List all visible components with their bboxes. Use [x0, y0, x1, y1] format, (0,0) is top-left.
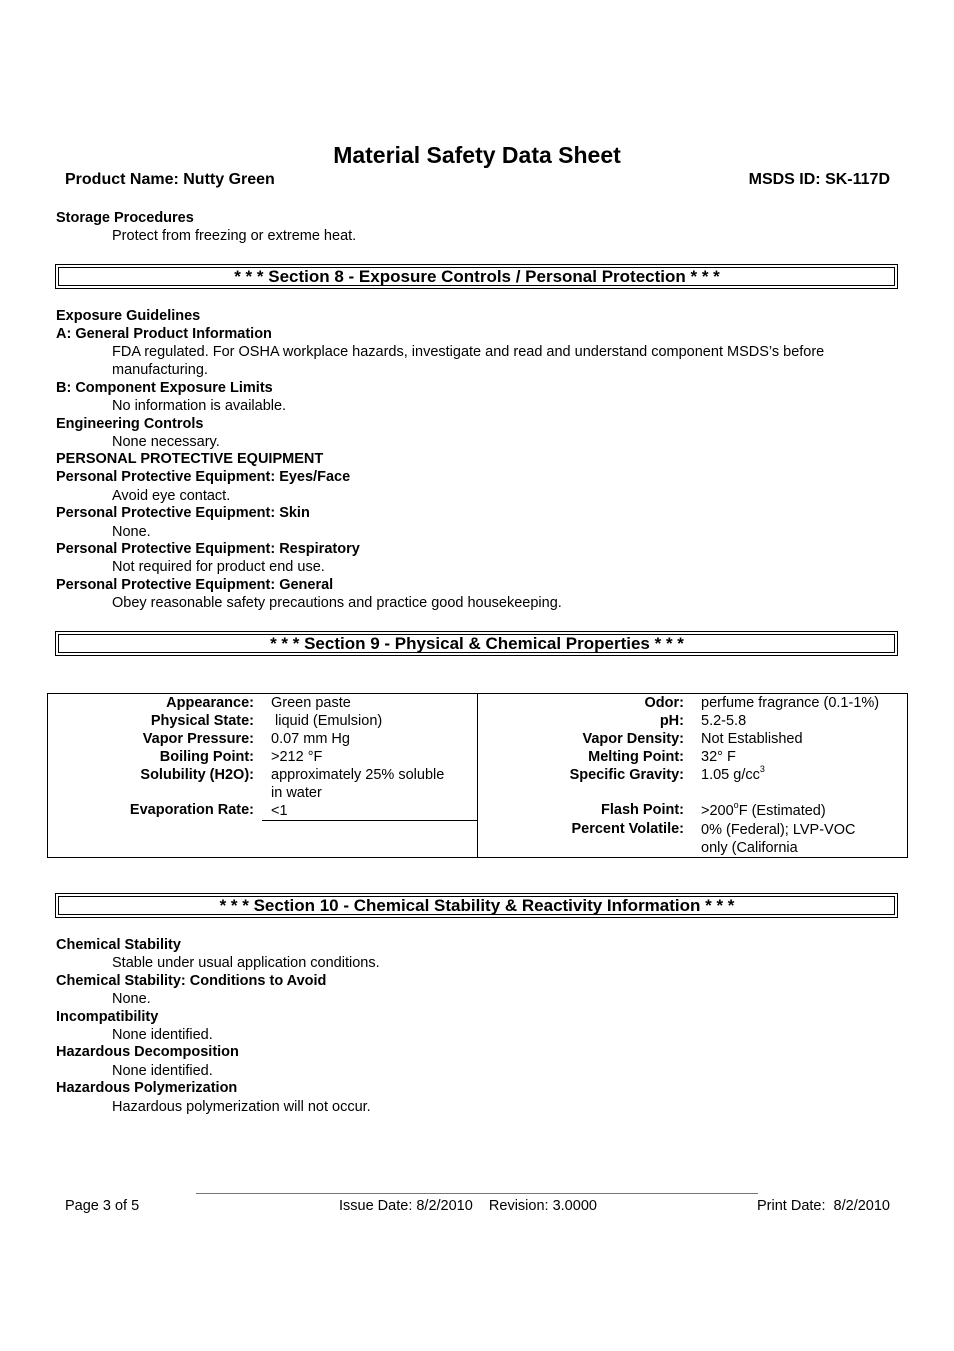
flash-point-value: $>200^oF$ (Estimated): [701, 800, 826, 819]
appearance-value: Green paste: [271, 695, 351, 711]
general-product-info-text-2: manufacturing.: [112, 362, 208, 378]
ppe-eyes-text: Avoid eye contact.: [112, 488, 231, 504]
hazardous-polymerization-label: Hazardous Polymerization: [56, 1080, 238, 1096]
hazardous-polymerization-text: Hazardous polymerization will not occur.: [112, 1099, 371, 1115]
solubility-label: Solubility (H2O):: [140, 767, 254, 783]
evaporation-rate-label: Evaporation Rate:: [129, 802, 254, 818]
footer-rule: [196, 1193, 758, 1194]
component-limits-label: B: Component Exposure Limits: [56, 380, 273, 396]
storage-text: Protect from freezing or extreme heat.: [112, 228, 357, 244]
percent-volatile-label: Percent Volatile:: [571, 821, 684, 837]
conditions-to-avoid-text: None.: [112, 991, 151, 1007]
section-9-title: * * * Section 9 - Physical & Chemical Properties * * *: [270, 634, 684, 653]
hazardous-decomposition-text: None identified.: [112, 1063, 213, 1079]
msds-id: MSDS ID: SK-117D: [748, 171, 890, 188]
incompatibility-text: None identified.: [112, 1027, 213, 1043]
specific-gravity-label: Specific Gravity:: [569, 767, 684, 783]
melting-point-value: 32° F: [701, 749, 736, 765]
storage-label: Storage Procedures: [56, 210, 194, 226]
solubility-value-1: approximately 25% soluble: [271, 767, 445, 783]
table-divider: [477, 694, 478, 857]
table-underline: [262, 820, 477, 821]
boiling-point-value: >212 °F: [271, 749, 323, 765]
ppe-respiratory-label: Personal Protective Equipment: Respiratory: [56, 541, 360, 557]
ppe-respiratory-text: Not required for product end use.: [112, 559, 325, 575]
general-product-info-label: A: General Product Information: [56, 326, 272, 342]
evaporation-rate-value: <1: [271, 803, 288, 819]
section-10-title: * * * Section 10 - Chemical Stability & Reactivity Information * * *: [219, 896, 735, 915]
physical-state-value: liquid (Emulsion): [271, 713, 383, 729]
ppe-skin-label: Personal Protective Equipment: Skin: [56, 505, 310, 521]
product-name: Product Name: Nutty Green: [65, 171, 275, 188]
chemical-stability-text: Stable under usual application conditions.: [112, 955, 380, 971]
odor-label: Odor:: [644, 695, 684, 711]
solubility-value-2: in water: [271, 785, 322, 801]
odor-value: perfume fragrance (0.1-1%): [701, 695, 880, 711]
section-8-title: * * * Section 8 - Exposure Controls / Personal Protection * * *: [234, 267, 720, 286]
flash-point-label: Flash Point:: [601, 802, 684, 818]
ppe-skin-text: None.: [112, 524, 151, 540]
vapor-density-value: Not Established: [701, 731, 803, 747]
specific-gravity-value: 1.05 $g/cc^3$: [701, 764, 765, 783]
exposure-guidelines-label: Exposure Guidelines: [56, 308, 201, 324]
hazardous-decomposition-label: Hazardous Decomposition: [56, 1044, 239, 1060]
issue-date: Issue Date: 8/2/2010 Revision: 3.0000: [339, 1198, 597, 1214]
print-date: Print Date: 8/2/2010: [757, 1198, 890, 1214]
ppe-general-label: Personal Protective Equipment: General: [56, 577, 334, 593]
vapor-pressure-value: 0.07 mm Hg: [271, 731, 350, 747]
component-limits-text: No information is available.: [112, 398, 287, 414]
engineering-controls-label: Engineering Controls: [56, 416, 204, 432]
ppe-eyes-label: Personal Protective Equipment: Eyes/Face: [56, 469, 351, 485]
ppe-general-text: Obey reasonable safety precautions and practice good housekeeping.: [112, 595, 562, 611]
ppe-heading: PERSONAL PROTECTIVE EQUIPMENT: [56, 451, 324, 467]
vapor-density-label: Vapor Density:: [582, 731, 684, 747]
ph-label: pH:: [659, 713, 684, 729]
boiling-point-label: Boiling Point:: [159, 749, 254, 765]
engineering-controls-text: None necessary.: [112, 434, 220, 450]
vapor-pressure-label: Vapor Pressure:: [142, 731, 254, 747]
gravity-superscript: 3: [759, 764, 765, 774]
incompatibility-label: Incompatibility: [56, 1009, 159, 1025]
melting-point-label: Melting Point:: [588, 749, 684, 765]
general-product-info-text-1: FDA regulated. For OSHA workplace hazards, investigate and read and understand component MSDS’s before: [112, 344, 825, 360]
ph-value: 5.2-5.8: [701, 713, 747, 729]
properties-table: [47, 693, 908, 858]
chemical-stability-label: Chemical Stability: [56, 937, 181, 953]
percent-volatile-value-2: only (California: [701, 840, 798, 856]
conditions-to-avoid-label: Chemical Stability: Conditions to Avoid: [56, 973, 327, 989]
appearance-label: Appearance:: [166, 695, 254, 711]
physical-state-label: Physical State:: [150, 713, 254, 729]
document-title: Material Safety Data Sheet: [333, 142, 621, 168]
percent-volatile-value-1: 0% (Federal); LVP-VOC: [701, 822, 856, 838]
page-number: Page 3 of 5: [65, 1198, 140, 1214]
degree-superscript: o: [733, 800, 739, 810]
